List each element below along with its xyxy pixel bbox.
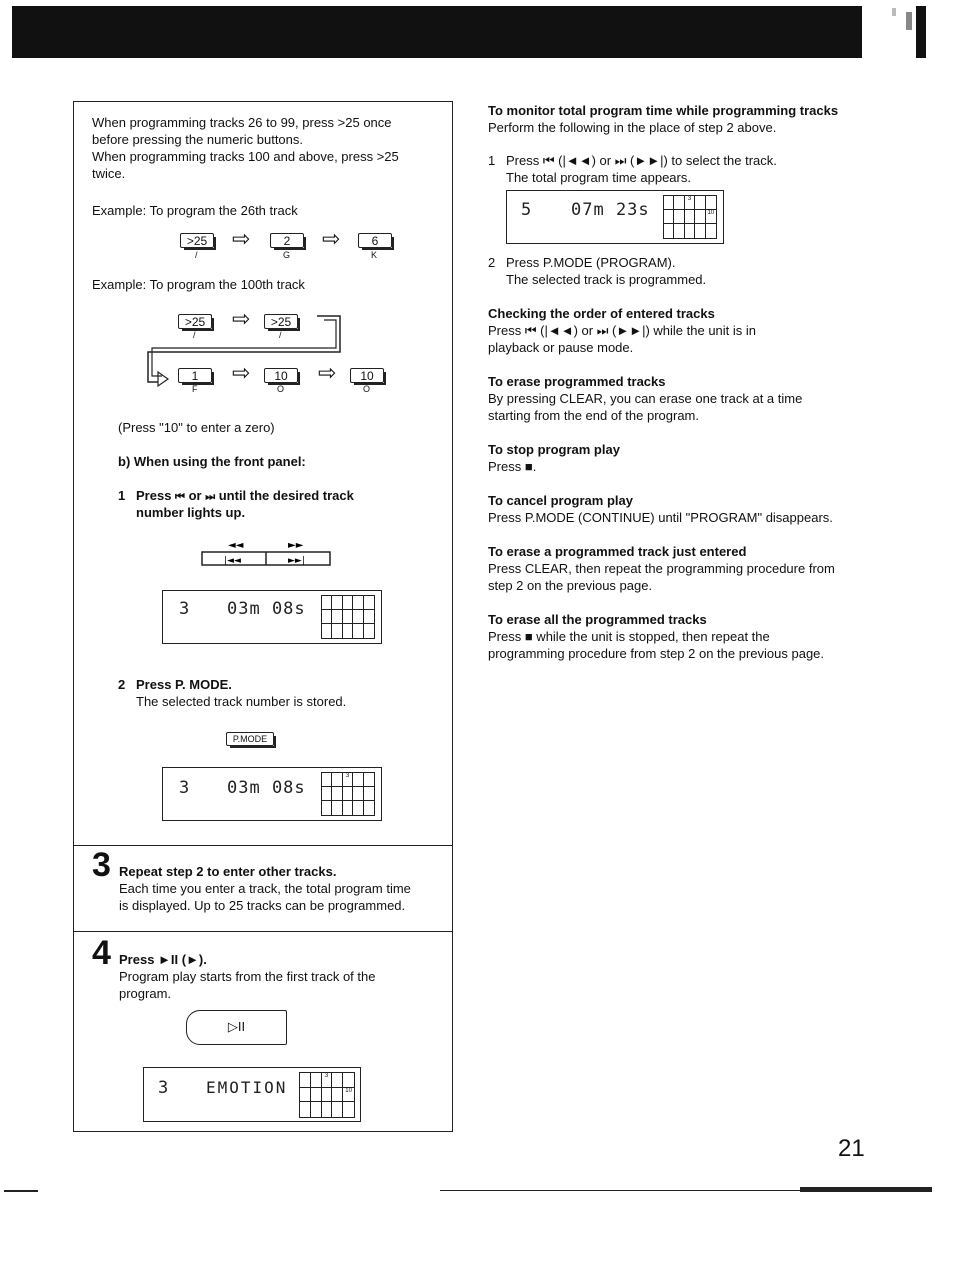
section4-heading: Press ►II (►). — [119, 952, 207, 967]
play-pause-button: ▷II — [186, 1010, 287, 1045]
step1-line: Press ⏮ or ⏭ until the desired track — [136, 488, 354, 503]
pmode-button: P.MODE — [226, 732, 274, 746]
intro-line: twice. — [92, 166, 126, 181]
erase-all-text: programming procedure from step 2 on the previous page. — [488, 646, 825, 661]
button-sublabel: / — [279, 330, 282, 340]
step2-heading: Press P. MODE. — [136, 677, 232, 692]
header-bar — [12, 6, 862, 58]
arrow-right-icon: ⇨ — [322, 226, 341, 251]
corner-artifact — [862, 6, 932, 58]
calendar-grid — [321, 595, 375, 639]
m1-text: Press ⏮ (|◄◄) or ⏭ (►►|) to select the track. — [506, 153, 777, 168]
cancel-heading: To cancel program play — [488, 493, 633, 508]
plus25-button: >25 — [180, 233, 214, 248]
digit-6-button: 6 — [358, 233, 392, 248]
erase-heading: To erase programmed tracks — [488, 374, 666, 389]
next-track-icon: ⏭ — [205, 491, 216, 503]
digit-1-button: 1 — [178, 368, 212, 383]
svg-text:►►: ►► — [288, 540, 304, 551]
digit-10-button: 10 — [350, 368, 384, 383]
page-number: 21 — [838, 1135, 865, 1162]
erase-text: starting from the end of the program. — [488, 408, 699, 423]
arrow-right-icon: ⇨ — [232, 306, 251, 331]
check-text: playback or pause mode. — [488, 340, 634, 355]
svg-text:|◄◄: |◄◄ — [224, 556, 241, 566]
section-number: 3 — [92, 846, 111, 884]
step-number: 1 — [488, 153, 496, 168]
plus25-button: >25 — [264, 314, 298, 329]
erase-text: By pressing CLEAR, you can erase one track at a time — [488, 391, 803, 406]
erase-all-text: Press ■ while the unit is stopped, then repeat the — [488, 629, 770, 644]
intro-line: before pressing the numeric buttons. — [92, 132, 304, 147]
m2-text: Press P.MODE (PROGRAM). — [506, 255, 676, 270]
digit-10-button: 10 — [264, 368, 298, 383]
check-text: Press ⏮ (|◄◄) or ⏭ (►►|) while the unit is in — [488, 323, 757, 338]
step2-text: The selected track number is stored. — [136, 694, 347, 709]
calendar-grid: 3 10 — [299, 1072, 355, 1118]
prev-track-icon: ⏮ — [175, 491, 185, 503]
step1-line2: number lights up. — [136, 505, 246, 520]
erase-all-heading: To erase all the programmed tracks — [488, 612, 707, 627]
button-sublabel: F — [192, 384, 198, 394]
section4-text: program. — [119, 986, 172, 1001]
press-note: (Press "10" to enter a zero) — [118, 420, 275, 435]
erase-last-text: step 2 on the previous page. — [488, 578, 653, 593]
intro-line: When programming tracks 26 to 99, press >25 once — [92, 115, 392, 130]
stop-heading: To stop program play — [488, 442, 620, 457]
step-number: 2 — [488, 255, 496, 270]
divider — [73, 845, 453, 846]
monitor-text: Perform the following in the place of step 2 above. — [488, 120, 777, 135]
stop-text: Press ■. — [488, 459, 537, 474]
intro-line: When programming tracks 100 and above, press >25 — [92, 149, 399, 164]
digit-2-button: 2 — [270, 233, 304, 248]
cancel-text: Press P.MODE (CONTINUE) until "PROGRAM" disappears. — [488, 510, 833, 525]
example-2-label: Example: To program the 100th track — [92, 277, 305, 292]
arrow-right-icon: ⇨ — [232, 226, 251, 251]
calendar-grid: 3 10 — [663, 195, 717, 239]
button-sublabel: O — [363, 384, 371, 394]
section3-heading: Repeat step 2 to enter other tracks. — [119, 864, 337, 879]
erase-last-heading: To erase a programmed track just entered — [488, 544, 747, 559]
section3-text: Each time you enter a track, the total program time — [119, 881, 411, 896]
step-number: 2 — [118, 677, 126, 692]
lcd-display: 3 03m 08s 3 — [162, 767, 382, 821]
example-1-label: Example: To program the 26th track — [92, 203, 298, 218]
lcd-display: 3 03m 08s — [162, 590, 382, 644]
front-panel-heading: b) When using the front panel: — [118, 454, 306, 469]
plus25-button: >25 — [178, 314, 212, 329]
button-sublabel: / — [193, 330, 196, 340]
lcd-display: 3 EMOTION 3 10 — [143, 1067, 361, 1122]
section4-text: Program play starts from the first track of the — [119, 969, 376, 984]
arrow-right-icon: ⇨ — [318, 360, 337, 385]
button-sublabel: / — [195, 250, 198, 260]
skip-buttons-illustration — [200, 538, 334, 568]
button-sublabel: O — [277, 384, 285, 394]
step-number: 1 — [118, 488, 126, 503]
section3-text: is displayed. Up to 25 tracks can be programmed. — [119, 898, 406, 913]
button-sublabel: G — [283, 250, 291, 260]
divider — [73, 931, 453, 932]
button-sublabel: K — [371, 250, 378, 260]
footer-rule-thick — [800, 1187, 932, 1192]
svg-text:◄◄: ◄◄ — [228, 540, 244, 551]
lcd-display: 5 07m 23s 3 10 — [506, 190, 724, 244]
m1-text2: The total program time appears. — [506, 170, 691, 185]
arrow-right-icon: ⇨ — [232, 360, 251, 385]
erase-last-text: Press CLEAR, then repeat the programming procedure from — [488, 561, 835, 576]
footer-rule — [4, 1190, 38, 1192]
check-heading: Checking the order of entered tracks — [488, 306, 715, 321]
section-number: 4 — [92, 934, 111, 972]
svg-text:►►|: ►►| — [288, 556, 305, 566]
monitor-heading: To monitor total program time while programming tracks — [488, 103, 839, 118]
calendar-grid: 3 — [321, 772, 375, 816]
m2-text2: The selected track is programmed. — [506, 272, 707, 287]
